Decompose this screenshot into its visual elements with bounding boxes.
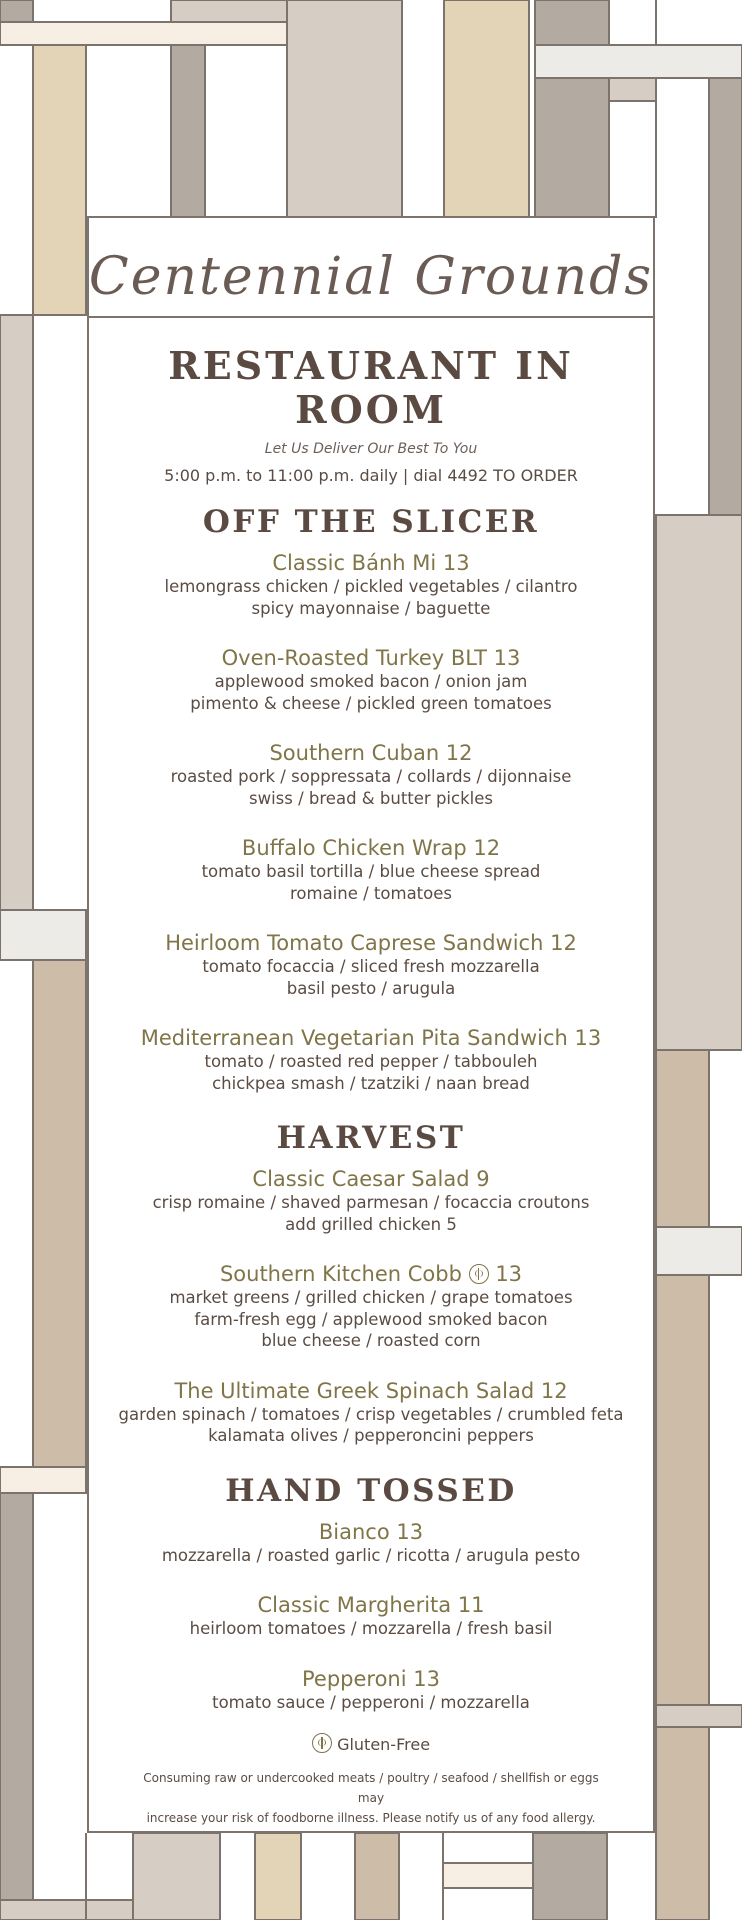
menu-content (89, 318, 653, 1828)
menu-item-desc: kalamata olives / pepperoncini peppers (208, 1426, 534, 1445)
section-title-off-the-slicer: OFF THE SLICER (202, 504, 540, 540)
menu-item-name: Heirloom Tomato Caprese Sandwich 12 (165, 931, 577, 955)
section-title-hand-tossed: HAND TOSSED (225, 1472, 517, 1509)
menu-item-desc: blue cheese / roasted corn (261, 1331, 481, 1350)
menu-item (89, 1025, 653, 1094)
menu-item (89, 835, 653, 904)
menu-item-name: Oven-Roasted Turkey BLT 13 (221, 646, 521, 670)
menu-item-name: Southern Cuban 12 (269, 741, 473, 765)
menu-item (89, 1166, 653, 1235)
menu-item-desc: applewood smoked bacon / onion jam (214, 672, 528, 691)
gluten-free-icon (312, 1733, 332, 1753)
menu-item (89, 930, 653, 999)
menu-item-desc: pimento & cheese / pickled green tomatoes (190, 693, 552, 713)
menu-item-desc: tomato sauce / pepperoni / mozzarella (212, 1692, 530, 1712)
logo-band (89, 218, 653, 318)
script-logo-text: Centennial Grounds (89, 247, 653, 307)
menu-item-name: Classic Caesar Salad 9 (252, 1167, 490, 1191)
menu-item-desc: tomato basil tortilla / blue cheese spread (201, 862, 541, 881)
menu-item (89, 1666, 653, 1714)
disclaimer-line: Consuming raw or undercooked meats / poultry / seafood / shellfish or eggs may (143, 1771, 599, 1805)
menu-item (89, 1261, 653, 1352)
menu-item-name: Mediterranean Vegetarian Pita Sandwich 13 (140, 1026, 602, 1050)
menu-item-price: 13 (495, 1262, 523, 1286)
menu-item (89, 1592, 653, 1640)
menu-item-desc: roasted pork / soppressata / collards / dijonnaise (170, 767, 572, 786)
tagline: Let Us Deliver Our Best To You (264, 441, 478, 457)
menu-item-desc: add grilled chicken 5 (285, 1214, 457, 1234)
menu-item-name-row (89, 1261, 653, 1287)
gluten-free-icon (469, 1264, 489, 1284)
menu-item (89, 550, 653, 619)
menu-item-desc: farm-fresh egg / applewood smoked bacon (194, 1309, 548, 1329)
menu-item-desc: swiss / bread & butter pickles (249, 788, 493, 808)
menu-item-desc: chickpea smash / tzatziki / naan bread (212, 1073, 530, 1093)
menu-card (87, 216, 655, 1833)
menu-item-desc: tomato / roasted red pepper / tabbouleh (204, 1052, 538, 1071)
section-title-harvest: HARVEST (276, 1120, 466, 1156)
menu-item-desc: mozzarella / roasted garlic / ricotta / arugula pesto (161, 1545, 581, 1565)
menu-item-desc: crisp romaine / shaved parmesan / focaccia croutons (152, 1193, 590, 1212)
menu-item-desc: tomato focaccia / sliced fresh mozzarella (202, 957, 540, 976)
menu-item-name: Bianco 13 (318, 1519, 424, 1544)
menu-item-name: Pepperoni 13 (302, 1666, 440, 1691)
menu-item-name: Southern Kitchen Cobb (219, 1262, 462, 1286)
page-title: RESTAURANT IN ROOM (168, 343, 574, 432)
legend-label: Gluten-Free (337, 1735, 431, 1754)
gluten-free-legend (89, 1733, 653, 1756)
menu-item-name: Classic Bánh Mi 13 (272, 551, 470, 575)
menu-item-desc: market greens / grilled chicken / grape tomatoes (169, 1288, 573, 1307)
menu-item-name: The Ultimate Greek Spinach Salad 12 (174, 1378, 568, 1403)
food-allergy-disclaimer (89, 1768, 653, 1828)
menu-item (89, 740, 653, 809)
disclaimer-line: increase your risk of foodborne illness. Please notify us of any food allergy. (146, 1811, 596, 1825)
menu-item-desc: heirloom tomatoes / mozzarella / fresh basil (189, 1619, 553, 1638)
menu-item-name: Classic Margherita 11 (257, 1593, 485, 1617)
menu-item-desc: garden spinach / tomatoes / crisp vegetables / crumbled feta (118, 1404, 624, 1424)
menu-item-desc: romaine / tomatoes (289, 883, 452, 903)
centennial-grounds-script-logo (89, 218, 653, 316)
menu-item-desc: basil pesto / arugula (286, 978, 456, 998)
menu-item (89, 1519, 653, 1567)
service-hours: 5:00 p.m. to 11:00 p.m. daily | dial 4492 TO ORDER (164, 466, 578, 485)
menu-item-desc: lemongrass chicken / pickled vegetables / cilantro (164, 577, 578, 596)
menu-item (89, 645, 653, 714)
menu-item (89, 1378, 653, 1447)
menu-item-desc: spicy mayonnaise / baguette (251, 598, 491, 618)
menu-item-name: Buffalo Chicken Wrap 12 (241, 836, 501, 860)
